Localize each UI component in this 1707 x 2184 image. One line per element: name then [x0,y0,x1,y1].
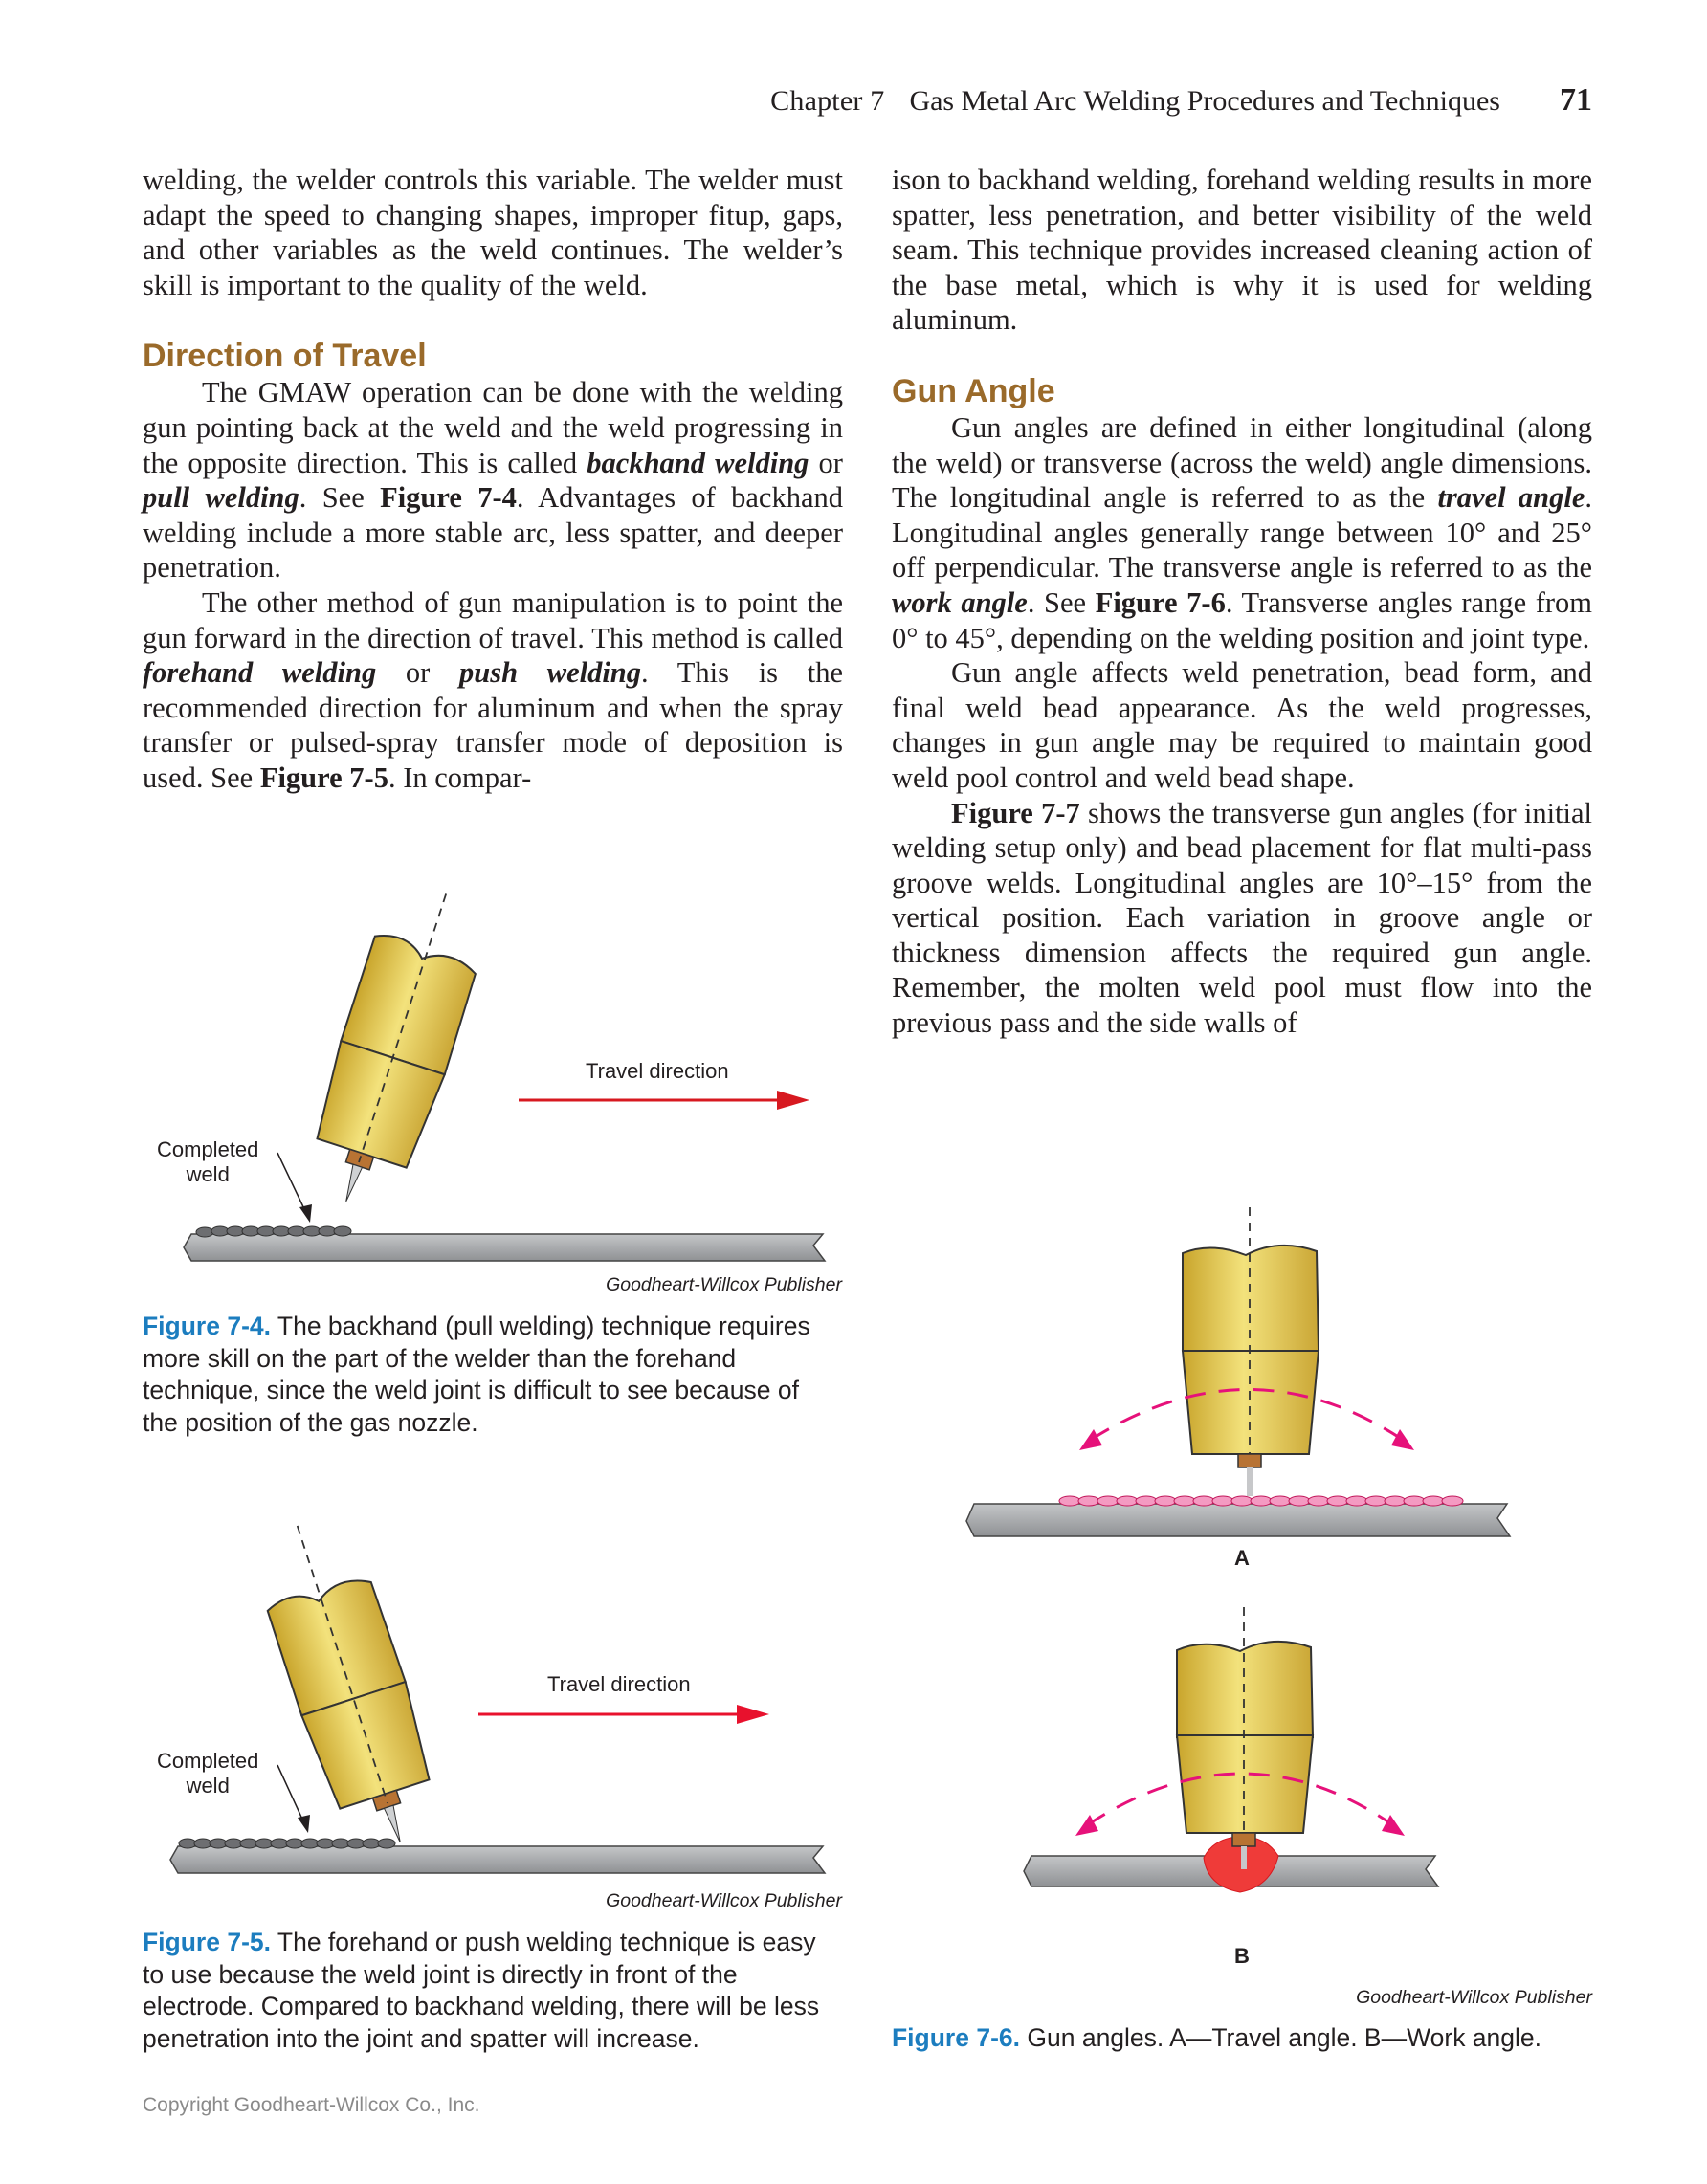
fig76-credit: Goodheart-Willcox Publisher [1356,1987,1592,2008]
fig76-label-b: B [1234,1944,1250,1968]
fig74-credit: Goodheart-Willcox Publisher [606,1274,842,1295]
fig75-travel-direction-label: Travel direction [547,1672,691,1696]
figure-label: Figure 7-6. [892,2023,1021,2052]
base-plate [966,1504,1510,1536]
welding-gun-upright [1183,1207,1319,1496]
term-forehand-welding: forehand welding [143,656,377,690]
weld-bead-row [1059,1496,1463,1506]
welding-gun-upright [1177,1607,1313,1869]
page-number: 71 [1560,82,1592,118]
term-push-welding: push welding [459,656,642,690]
base-plate [170,1846,825,1873]
paragraph-gun-angle-effects: Gun angle affects weld penetration, bead form, and final weld bead appearance. As the weld progresses, changes in gun angle may be required to maintain good weld pool control and weld bead shape. [892,656,1592,794]
figure-label: Figure 7-4. [143,1312,272,1340]
figure-7-5-caption: Figure 7-5. The forehand or push welding technique is easy to use because the weld joint is directly in front of the electrode. Compared to backhand welding, there will be less penetration into the joint and spatter will increase. [143,1928,820,2053]
paragraph-gun-angles: Gun angles are defined in either longitudinal (along the weld) or transverse (across the weld) angle dimensions. The longitudinal angle is referred to as the travel angle. Longitudinal angles generally range between 10° and 25° off perpendicular. The transverse angle is referred to as the work angle. See Figure 7-6. Transverse angles range from 0° to 45°, depending on the welding position and joint type. [892,410,1593,654]
figure-7-6-caption: Figure 7-6. Gun angles. A—Travel angle. B—Work angle. [892,2023,1542,2052]
term-backhand-welding: backhand welding [587,446,809,479]
fig74-travel-direction-label: Travel direction [586,1059,729,1083]
paragraph-figure-7-7: Figure 7-7 shows the transverse gun angles (for initial welding setup only) and bead placement for flat multi-pass groove welds. Longitudinal angles are 10°–15° from the vertical position. Each variation in groove angle or thickness dimension affects the required gun angle. Remember, the molten weld pool must flow into the previous pass and the side walls of [892,796,1593,1040]
ref-figure-7-5: Figure 7-5 [259,761,388,794]
heading-direction-of-travel: Direction of Travel [143,338,427,375]
fig75-credit: Goodheart-Willcox Publisher [606,1890,842,1911]
figure-label: Figure 7-5. [143,1928,272,1956]
ref-figure-7-7: Figure 7-7 [951,796,1080,829]
figure-7-4-caption: Figure 7-4. The backhand (pull welding) technique requires more skill on the part of the welder than the forehand technique, since the weld joint is difficult to see because of the position of the gas nozzle. [143,1312,810,1437]
chapter-label: Chapter 7 [770,85,885,117]
right-intro-paragraph: ison to backhand welding, forehand welding results in more spatter, less penetration, and better visibility of the weld seam. This technique provides increased cleaning action of the base metal, which is why it is used for welding aluminum. [892,164,1592,337]
welding-gun [246,1509,453,1859]
term-work-angle: work angle [892,585,1028,619]
left-intro-paragraph: welding, the welder controls this variable. The welder must adapt the speed to changing shapes, improper fitup, gaps, and other variables as the weld continues. The welder’s skill is important to the quality of the weld. [143,164,843,301]
copyright-footer: Copyright Goodheart-Willcox Co., Inc. [143,2094,480,2116]
fig76-label-a: A [1234,1546,1250,1570]
base-plate [184,1234,825,1261]
paragraph-forehand: The other method of gun manipulation is to point the gun forward in the direction of travel. This method is called forehand welding or push welding. This is the recommended direction for aluminum and when the spray transfer or pulsed-spray transfer mode of deposition is used. See Figure 7-5. In compar- [143,585,843,794]
welding-gun [295,877,499,1219]
heading-gun-angle: Gun Angle [892,372,1055,409]
term-travel-angle: travel angle [1437,481,1585,515]
ref-figure-7-6: Figure 7-6 [1095,585,1226,619]
term-pull-welding: pull welding [143,481,299,515]
fig75-completed-weld-label: Completed weld [157,1749,259,1798]
chapter-title: Gas Metal Arc Welding Procedures and Techniques [909,85,1500,117]
ref-figure-7-4: Figure 7-4 [380,481,517,515]
paragraph-backhand: The GMAW operation can be done with the welding gun pointing back at the weld and the weld progressing in the opposite direction. This is called backhand welding or pull welding. See Figure 7-4. Advantages of backhand welding include a more stable arc, less spatter, and deeper penetration. [143,376,843,585]
fig74-completed-weld-label: Completed weld [157,1137,259,1186]
